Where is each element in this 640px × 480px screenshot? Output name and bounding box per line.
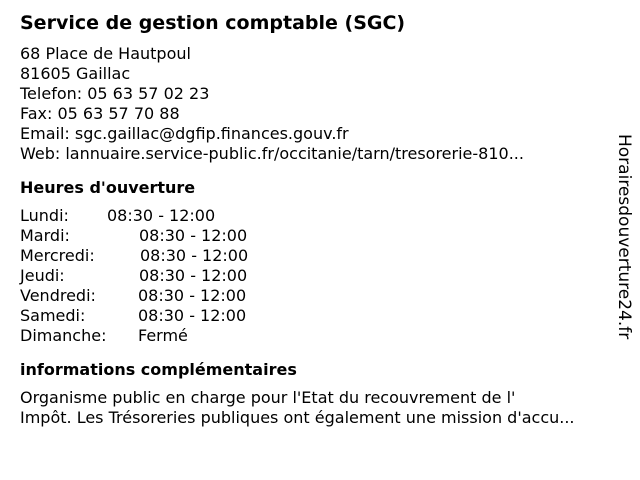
day-label: Mercredi: (20, 246, 95, 265)
fax-line: Fax: 05 63 57 70 88 (20, 104, 180, 123)
web-line: Web: lannuaire.service-public.fr/occitanie/tarn/tresorerie-810... (20, 144, 524, 163)
hours-row-vendredi (20, 286, 610, 306)
watermark-text: Horairesdouverture24.fr (614, 134, 634, 340)
time-value: 08:30 - 12:00 (139, 266, 248, 285)
hours-row-jeudi (20, 266, 610, 286)
content-area (20, 10, 610, 428)
address-city: 81605 Gaillac (20, 64, 131, 83)
day-label: Lundi: (20, 206, 69, 225)
info-line: Organisme public en charge pour l'Etat du recouvrement de l' (20, 388, 516, 407)
contact-block (20, 44, 610, 164)
hours-row-mercredi (20, 246, 610, 266)
day-label: Vendredi: (20, 286, 96, 305)
day-label: Mardi: (20, 226, 70, 245)
address-street: 68 Place de Hautpoul (20, 44, 191, 63)
site-watermark (612, 134, 636, 372)
time-value: 08:30 - 12:00 (140, 246, 249, 265)
opening-hours-table (20, 206, 610, 346)
hours-row-dimanche (20, 326, 610, 346)
info-heading: informations complémentaires (20, 360, 297, 379)
day-label: Samedi: (20, 306, 86, 325)
time-value: 08:30 - 12:00 (139, 226, 248, 245)
time-value: Fermé (138, 326, 188, 345)
hours-row-mardi (20, 226, 610, 246)
time-value: 08:30 - 12:00 (107, 206, 216, 225)
day-label: Jeudi: (20, 266, 65, 285)
hours-heading: Heures d'ouverture (20, 178, 196, 197)
page-title: Service de gestion comptable (SGC) (20, 12, 406, 34)
info-description (20, 388, 610, 428)
time-value: 08:30 - 12:00 (138, 306, 247, 325)
email-line: Email: sgc.gaillac@dgfip.finances.gouv.fr (20, 124, 349, 143)
hours-row-lundi (20, 206, 610, 226)
info-line: Impôt. Les Trésoreries publiques ont également une mission d'accu... (20, 408, 575, 427)
hours-row-samedi (20, 306, 610, 326)
day-label: Dimanche: (20, 326, 107, 345)
time-value: 08:30 - 12:00 (138, 286, 247, 305)
phone-line: Telefon: 05 63 57 02 23 (20, 84, 210, 103)
